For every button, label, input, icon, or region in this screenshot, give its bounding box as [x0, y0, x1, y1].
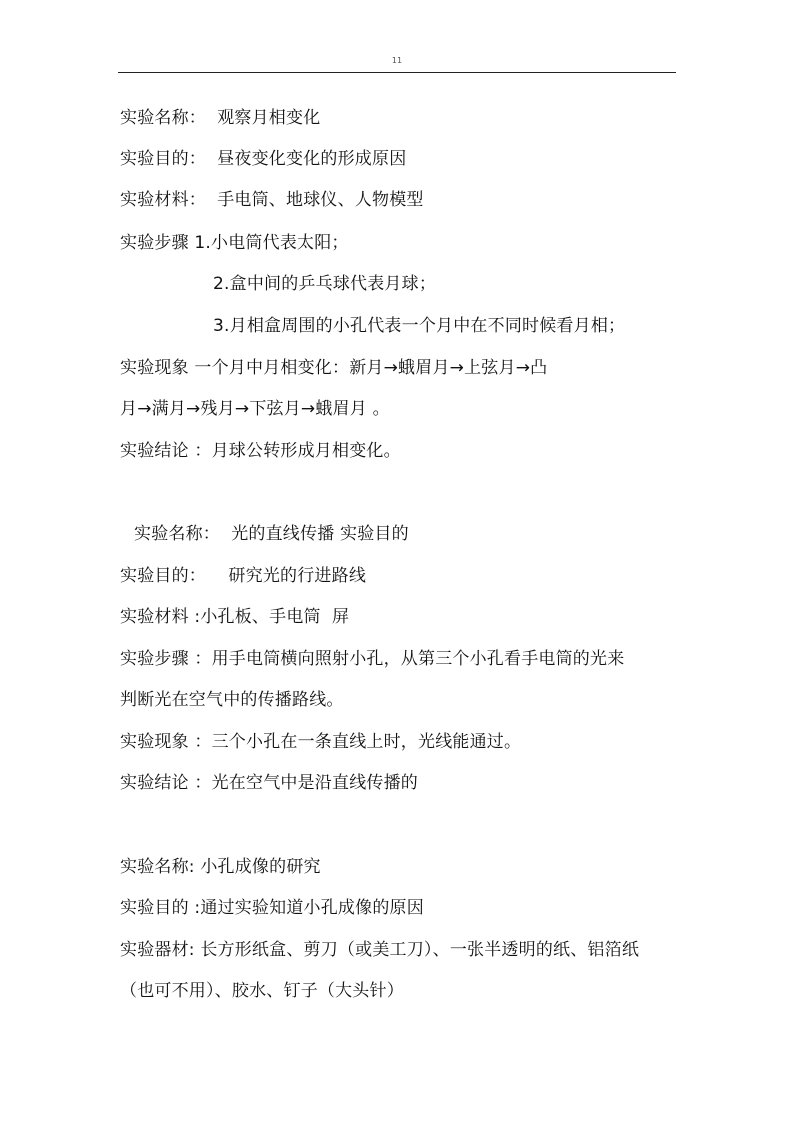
exp1-steps-line: 实验步骤 1.小电筒代表太阳； [120, 233, 349, 253]
exp2-name-line: 实验名称： 光的直线传播 实验目的 [134, 524, 409, 544]
exp2-conclusion-line: 实验结论 ：光在空气中是沿直线传播的 [120, 773, 419, 793]
exp1-step3-line: 3.月相盒周围的小孔代表一个月中在不同时候看月相； [213, 316, 626, 336]
header-rule [118, 72, 676, 73]
exp2-materials-line: 实验材料 :小孔板、手电筒 屏 [120, 607, 350, 627]
exp1-phenomenon-line: 实验现象 一个月中月相变化：新月→蛾眉月→上弦月→凸 [120, 358, 548, 378]
exp1-step2-line: 2.盒中间的乒乓球代表月球； [213, 274, 437, 294]
exp3-equipment-line: 实验器材: 长方形纸盒、剪刀（或美工刀）、一张半透明的纸、铝箔纸 [120, 940, 640, 960]
exp1-conclusion-line: 实验结论 ：月球公转形成月相变化。 [120, 441, 401, 461]
exp2-purpose-line: 实验目的： 研究光的行进路线 [120, 566, 367, 586]
exp2-phenomenon-line: 实验现象 ：三个小孔在一条直线上时，光线能通过。 [120, 732, 522, 752]
exp3-purpose-line: 实验目的 :通过实验知道小孔成像的原因 [120, 898, 424, 918]
exp1-purpose-line: 实验目的： 昼夜变化变化的形成原因 [120, 149, 407, 169]
exp1-materials-line: 实验材料： 手电筒、地球仪、人物模型 [120, 190, 424, 210]
page-header-mark: 11 [391, 56, 403, 65]
exp2-steps-line: 实验步骤 ：用手电筒横向照射小孔，从第三个小孔看手电筒的光来 [120, 649, 625, 669]
exp1-name-line: 实验名称： 观察月相变化 [120, 108, 321, 128]
exp3-name-line: 实验名称: 小孔成像的研究 [120, 857, 321, 877]
exp2-steps-cont-line: 判断光在空气中的传播路线。 [120, 690, 344, 710]
exp3-equipment-cont-line: （也可不用）、胶水、钉子（大头针） [120, 981, 404, 1001]
exp1-phenomenon-cont-line: 月→满月→残月→下弦月→蛾眉月 。 [120, 399, 390, 419]
